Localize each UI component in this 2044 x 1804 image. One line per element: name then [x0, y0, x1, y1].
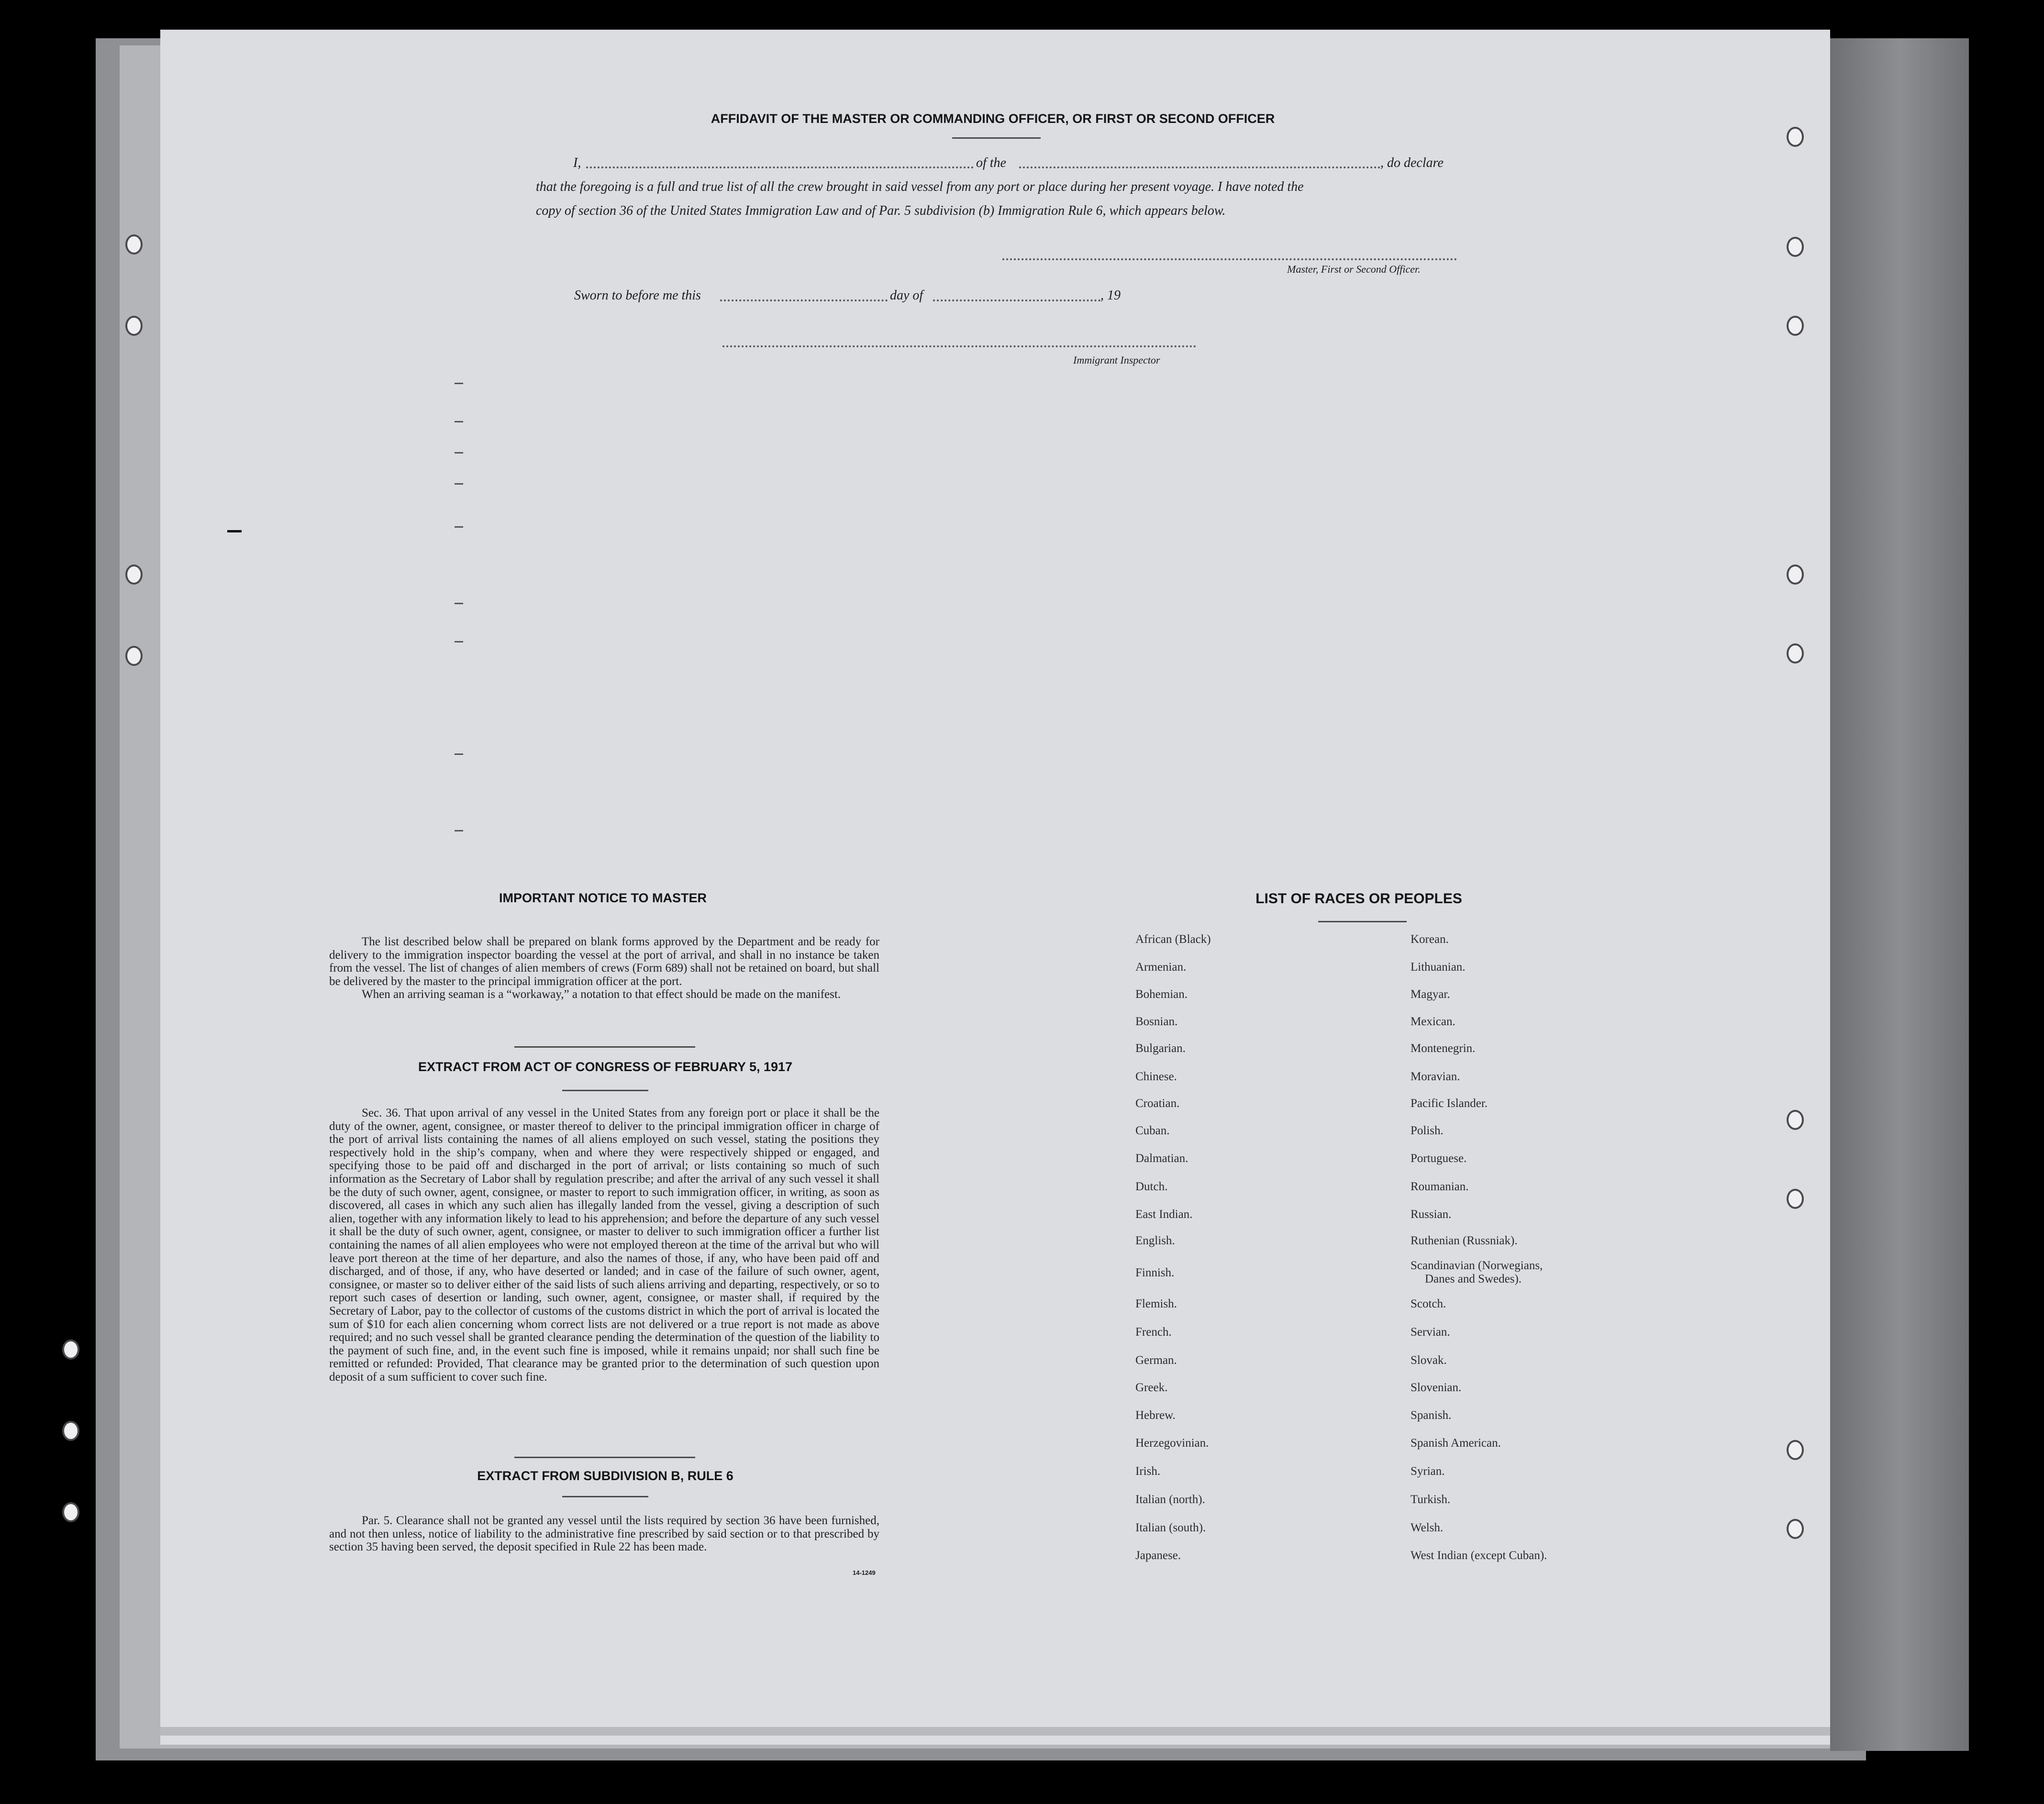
binder-hole: [1787, 564, 1804, 585]
race-left-item: French.: [1135, 1326, 1172, 1339]
binder-hole: [1787, 316, 1804, 336]
binder-hole: [125, 564, 143, 585]
affidavit-i-label: I,: [573, 155, 581, 170]
title-rule: [1318, 921, 1407, 922]
race-right-item: Welsh.: [1411, 1521, 1444, 1534]
binder-hole: [1787, 643, 1804, 664]
race-right-item: Scotch.: [1411, 1297, 1446, 1310]
race-left-item: Bulgarian.: [1135, 1042, 1186, 1055]
race-left-item: Hebrew.: [1135, 1409, 1176, 1422]
race-left-item: Croatian.: [1135, 1097, 1180, 1110]
extract-rule-title: EXTRACT FROM SUBDIVISION B, RULE 6: [477, 1469, 733, 1483]
race-left-item: Irish.: [1135, 1465, 1161, 1478]
race-left-item: German.: [1135, 1354, 1177, 1367]
race-left-item: Finnish.: [1135, 1266, 1175, 1279]
race-right-item: Slovak.: [1411, 1354, 1447, 1367]
binder-hole: [1787, 1110, 1804, 1130]
race-right-item: Ruthenian (Russniak).: [1411, 1234, 1518, 1247]
page-edge-shadow: [1830, 38, 1969, 1751]
race-left-item: Japanese.: [1135, 1549, 1181, 1562]
binder-hole: [125, 234, 143, 255]
title-rule: [952, 137, 1041, 139]
binder-hole: [125, 646, 143, 666]
race-right-item: Polish.: [1411, 1124, 1444, 1137]
race-right-item: Slovenian.: [1411, 1381, 1462, 1394]
race-right-item: Scandinavian (Norwegians,: [1411, 1259, 1543, 1272]
binder-hole: [1787, 1189, 1804, 1209]
sworn-prefix: Sworn to before me this: [574, 288, 701, 303]
affidavit-title: AFFIDAVIT OF THE MASTER OR COMMANDING OFFICER, OR FIRST OR SECOND OFFICER: [711, 111, 1275, 126]
race-right-item: West Indian (except Cuban).: [1411, 1549, 1547, 1562]
race-right-item: Magyar.: [1411, 988, 1450, 1001]
race-right-item: Turkish.: [1411, 1493, 1451, 1506]
race-left-item: African (Black): [1135, 933, 1211, 946]
margin-mark: [455, 421, 463, 422]
binder-hole: [125, 316, 143, 336]
notice-title: IMPORTANT NOTICE TO MASTER: [499, 891, 707, 905]
race-left-item: East Indian.: [1135, 1208, 1193, 1221]
binder-hole: [1787, 1519, 1804, 1539]
race-right-item: Spanish American.: [1411, 1437, 1501, 1450]
race-right-item: Montenegrin.: [1411, 1042, 1476, 1055]
race-right-item: Portuguese.: [1411, 1152, 1467, 1165]
notice-paragraph-2: When an arriving seaman is a “workaway,” a notation to that effect should be made on the manifest.: [362, 988, 841, 1001]
page-bottom-edge: [160, 1727, 1830, 1736]
margin-mark: [455, 830, 463, 831]
race-right-item: Mexican.: [1411, 1015, 1455, 1028]
notice-paragraph-1: The list described below shall be prepared on blank forms approved by the Department and be ready for delivery to the immigration inspector boarding the vessel at the port of arrival, and shall in no instance be taken from the vessel. The list of changes of alien members of crews (Form 689) shall not be retained on board, but shall be delivered by the master to the principal immigration officer at the port.: [329, 935, 879, 988]
sworn-day-of: day of: [890, 288, 923, 303]
race-left-item: Chinese.: [1135, 1070, 1177, 1083]
binder-hole: [1787, 1440, 1804, 1460]
margin-mark: [455, 526, 463, 528]
race-left-item: Herzegovinian.: [1135, 1437, 1209, 1450]
binder-hole: [1787, 237, 1804, 257]
binder-hole: [1787, 127, 1804, 147]
margin-mark: [455, 641, 463, 642]
race-right-item: Syrian.: [1411, 1465, 1445, 1478]
race-right-item: Roumanian.: [1411, 1180, 1469, 1193]
race-left-item: Italian (north).: [1135, 1493, 1205, 1506]
margin-mark: [455, 753, 463, 755]
races-title: LIST OF RACES OR PEOPLES: [1255, 891, 1462, 907]
margin-mark: [455, 383, 463, 384]
form-page: [160, 30, 1830, 1745]
margin-mark: [455, 603, 463, 604]
race-left-item: Dalmatian.: [1135, 1152, 1189, 1165]
race-right-item: Pacific Islander.: [1411, 1097, 1488, 1110]
race-left-item: Flemish.: [1135, 1297, 1177, 1310]
race-right-item: Moravian.: [1411, 1070, 1460, 1083]
section-rule: [514, 1046, 695, 1048]
race-right-item: Servian.: [1411, 1326, 1450, 1339]
officer-signature-line[interactable]: [1002, 258, 1457, 260]
affidavit-do-declare: , do declare: [1380, 155, 1444, 170]
race-left-item: Bohemian.: [1135, 988, 1188, 1001]
binder-hole: [62, 1502, 79, 1522]
sworn-year: , 19: [1100, 288, 1121, 303]
affidavit-line-3: copy of section 36 of the United States Immigration Law and of Par. 5 subdivision (b) Immigration Rule 6, which appears below.: [536, 203, 1226, 218]
name-field-line[interactable]: [586, 166, 974, 168]
title-rule: [562, 1496, 648, 1497]
margin-mark: [455, 452, 463, 454]
vessel-field-line[interactable]: [1019, 166, 1380, 168]
race-right-item: Korean.: [1411, 933, 1449, 946]
section-36-text: Sec. 36. That upon arrival of any vessel in the United States from any foreign port or place it shall be the duty of the owner, agent, consignee, or master thereof to deliver to the principal immigration officer in charge of the port of arrival lists containing the names of all aliens employed on such vessel, stating the positions they respectively hold in the ship’s company, when and where they were respectively shipped or engaged, and specifying those to be paid off and discharged in the port of arrival; or lists containing so much of such information as the Secretary of Labor shall by regulation prescribe; and after the arrival of any such vessel it shall be the duty of such owner, agent, consignee, or master to report to such immigration officer, in writing, as soon as discovered, all cases in which any such alien has illegally landed from the vessel, giving a description of such alien, together with any information likely to lead to his apprehension; and before the departure of any such vessel it shall be the duty of such owner, agent, consignee, or master to deliver to such immigration officer a further list containing the names of all alien employees who were not employed thereon at the time of the arrival but who will leave port thereon at the time of her departure, and also the names of those, if any, who have been paid off and discharged, and of those, if any, who have deserted or landed; and in case of the failure of such owner, agent, consignee, or master so to deliver either of the said lists of such aliens arriving and departing, respectively, or so to report such cases of desertion or landing, such owner, agent, consignee, or master shall, if required by the Secretary of Labor, pay to the collector of customs of the customs district in which the port of arrival is located the sum of $10 for each alien concerning whom correct lists are not delivered or a true report is not made as above required; and no such vessel shall be granted clearance pending the determination of the question of the liability to the payment of such fine, and, in the event such fine is imposed, while it remains unpaid; nor shall such fine be remitted or refunded: Provided, That clearance may be granted prior to the determination of such question upon deposit of a sum sufficient to cover such fine.: [329, 1107, 879, 1383]
margin-mark: [227, 530, 242, 532]
sworn-month-field[interactable]: [933, 299, 1100, 301]
affidavit-of-the-label: of the: [976, 155, 1006, 170]
race-left-item: Dutch.: [1135, 1180, 1168, 1193]
binder-hole: [62, 1421, 79, 1441]
extract-act-title: EXTRACT FROM ACT OF CONGRESS OF FEBRUARY 5, 1917: [418, 1060, 793, 1074]
title-rule: [562, 1090, 648, 1091]
par-5-text: Par. 5. Clearance shall not be granted any vessel until the lists required by section 36 have been furnished, and not then unless, notice of liability to the administrative fine prescribed by said section or to that prescribed by section 35 having been served, the deposit specified in Rule 22 has been made.: [329, 1514, 879, 1554]
race-right-item: Danes and Swedes).: [1425, 1273, 1522, 1285]
race-left-item: Armenian.: [1135, 961, 1187, 974]
race-left-item: Bosnian.: [1135, 1015, 1178, 1028]
inspector-signature-line[interactable]: [722, 345, 1196, 347]
inspector-label: Immigrant Inspector: [1073, 354, 1160, 366]
notice-text: [329, 935, 879, 1001]
sworn-day-field[interactable]: [720, 299, 888, 301]
race-left-item: Italian (south).: [1135, 1521, 1206, 1534]
officer-signature-label: Master, First or Second Officer.: [1287, 263, 1421, 275]
section-rule: [514, 1457, 695, 1458]
race-left-item: Greek.: [1135, 1381, 1168, 1394]
form-number: 14-1249: [853, 1569, 876, 1576]
extract-rule-text: [329, 1514, 879, 1554]
race-right-item: Lithuanian.: [1411, 961, 1466, 974]
extract-act-text: [329, 1107, 879, 1383]
binder-hole: [62, 1339, 79, 1360]
race-left-item: Cuban.: [1135, 1124, 1170, 1137]
race-right-item: Spanish.: [1411, 1409, 1452, 1422]
affidavit-line-2: that the foregoing is a full and true list of all the crew brought in said vessel from any port or place during her present voyage. I have noted the: [536, 179, 1304, 194]
race-left-item: English.: [1135, 1234, 1175, 1247]
margin-mark: [455, 483, 463, 485]
race-right-item: Russian.: [1411, 1208, 1452, 1221]
